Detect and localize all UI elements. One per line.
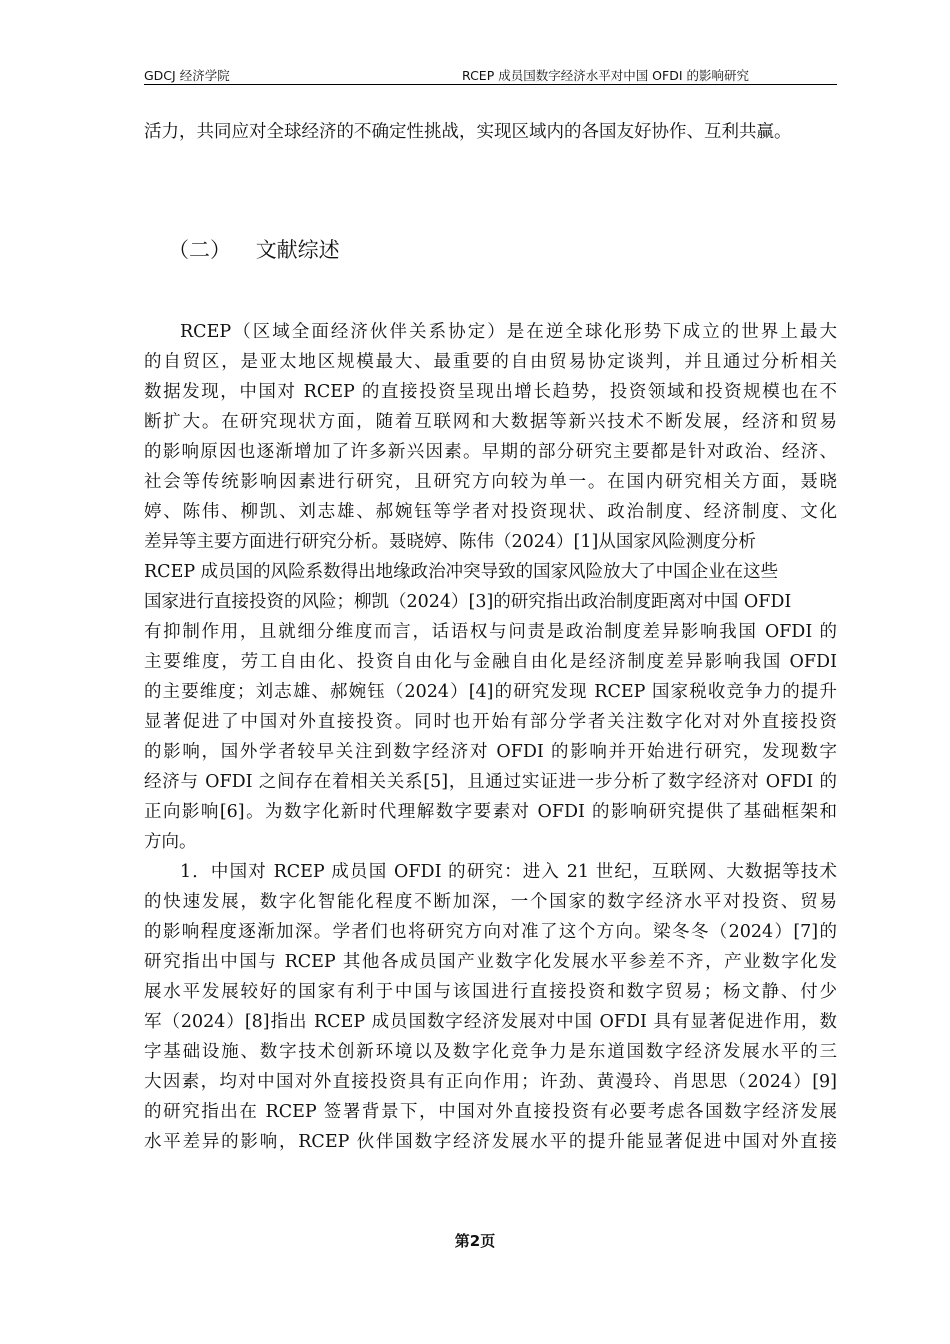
page-number: 第2页 — [454, 1232, 496, 1250]
text-line: 的主要维度；刘志雄、郝婉钰（2024）[4]的研究发现 RCEP 国家税收竞争力的提升 — [144, 682, 837, 702]
text-line: 经济与 OFDI 之间存在着相关关系[5]，且通过实证进一步分析了数字经济对 OFDI 的 — [144, 772, 837, 792]
text-line: 方向。 — [144, 832, 197, 852]
section-number: （二） — [168, 238, 231, 262]
text-line: 的影响程度逐渐加深。学者们也将研究方向对准了这个方向。梁冬冬（2024）[7]的 — [144, 922, 837, 942]
text-line: RCEP（区域全面经济伙伴关系协定）是在逆全球化形势下成立的世界上最大 — [180, 322, 837, 342]
text-line: 大因素，均对中国对外直接投资具有正向作用；许劲、黄漫玲、肖思思（2024）[9] — [144, 1072, 837, 1092]
text-line: 展水平发展较好的国家有利于中国与该国进行直接投资和数字贸易；杨文静、付少 — [144, 982, 837, 1002]
text-line: 数据发现，中国对 RCEP 的直接投资呈现出增长趋势，投资领域和投资规模也在不 — [144, 382, 837, 402]
text-line: 社会等传统影响因素进行研究，且研究方向较为单一。在国内研究相关方面，聂晓 — [144, 472, 837, 492]
text-line: 差异等主要方面进行研究分析。聂晓婷、陈伟（2024）[1]从国家风险测度分析 — [144, 532, 756, 552]
text-line: 主要维度，劳工自由化、投资自由化与金融自由化是经济制度差异影响我国 OFDI — [144, 652, 837, 672]
text-line: 的快速发展，数字化智能化程度不断加深，一个国家的数字经济水平对投资、贸易 — [144, 892, 837, 912]
text-line: 正向影响[6]。为数字化新时代理解数字要素对 OFDI 的影响研究提供了基础框架和 — [144, 802, 837, 822]
text-line: 水平差异的影响，RCEP 伙伴国数字经济发展水平的提升能显著促进中国对外直接 — [144, 1132, 837, 1152]
text-line: 的研究指出在 RCEP 签署背景下，中国对外直接投资有必要考虑各国数字经济发展 — [144, 1102, 837, 1122]
text-line: 研究指出中国与 RCEP 其他各成员国产业数字化发展水平参差不齐，产业数字化发 — [144, 952, 837, 972]
header-left-text: GDCJ 经济学院 — [144, 68, 230, 83]
text-line: 显著促进了中国对外直接投资。同时也开始有部分学者关注数字化对对外直接投资 — [144, 712, 837, 732]
text-line: 的影响原因也逐渐增加了许多新兴因素。早期的部分研究主要都是针对政治、经济、 — [144, 442, 837, 462]
text-line: RCEP 成员国的风险系数得出地缘政治冲突导致的国家风险放大了中国企业在这些 — [144, 562, 779, 582]
text-line: 军（2024）[8]指出 RCEP 成员国数字经济发展对中国 OFDI 具有显著促进作用，数 — [144, 1012, 837, 1032]
text-line: 有抑制作用，且就细分维度而言，话语权与问责是政治制度差异影响我国 OFDI 的 — [144, 622, 837, 642]
text-line: 婷、陈伟、柳凯、刘志雄、郝婉钰等学者对投资现状、政治制度、经济制度、文化 — [144, 502, 837, 522]
text-line: 断扩大。在研究现状方面，随着互联网和大数据等新兴技术不断发展，经济和贸易 — [144, 412, 837, 432]
section-heading — [168, 234, 340, 264]
text-line: 国家进行直接投资的风险；柳凯（2024）[3]的研究指出政治制度距离对中国 OFDI — [144, 592, 792, 612]
text-line: 1．中国对 RCEP 成员国 OFDI 的研究：进入 21 世纪，互联网、大数据等技术 — [180, 862, 837, 882]
text-line: 活力，共同应对全球经济的不确定性挑战，实现区域内的各国友好协作、互利共赢。 — [144, 122, 792, 142]
page-header — [144, 62, 837, 85]
section-title: 文献综述 — [255, 238, 340, 262]
text-line: 字基础设施、数字技术创新环境以及数字化竞争力是东道国数字经济发展水平的三 — [144, 1042, 837, 1062]
text-line: 的影响，国外学者较早关注到数字经济对 OFDI 的影响并开始进行研究，发现数字 — [144, 742, 837, 762]
header-title: RCEP 成员国数字经济水平对中国 OFDI 的影响研究 — [462, 68, 749, 83]
text-line: 的自贸区，是亚太地区规模最大、最重要的自由贸易协定谈判，并且通过分析相关 — [144, 352, 837, 372]
